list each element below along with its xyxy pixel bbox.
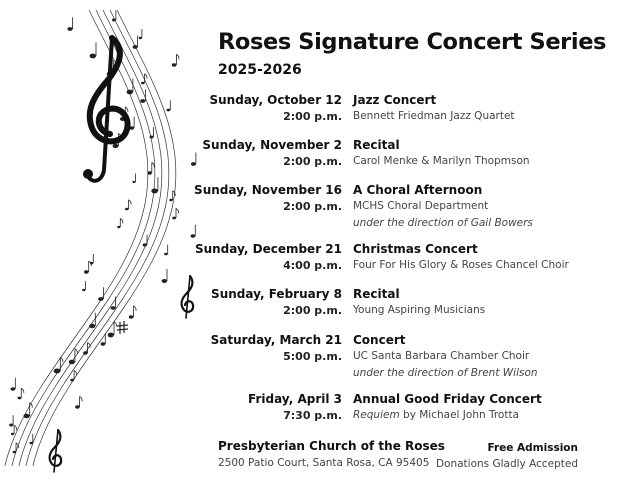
event-name: Concert bbox=[353, 333, 406, 347]
quarter-note-icon bbox=[98, 287, 103, 301]
event-date: Sunday, February 8 bbox=[211, 287, 342, 301]
quarter-note-icon bbox=[69, 349, 78, 365]
event-performer: Bennett Friedman Jazz Quartet bbox=[353, 110, 515, 122]
concert-series-title: Roses Signature Concert Series bbox=[218, 29, 607, 55]
event-date: Sunday, October 12 bbox=[209, 93, 342, 107]
event-item bbox=[150, 138, 620, 172]
sharp-icon bbox=[117, 321, 128, 334]
event-date: Sunday, December 21 bbox=[194, 242, 342, 256]
quarter-note-icon bbox=[13, 443, 19, 454]
event-item bbox=[150, 392, 620, 426]
event-performer: MCHS Choral Department bbox=[353, 200, 489, 212]
event-time: 2:00 p.m. bbox=[283, 200, 342, 213]
requiem-title: Requiem bbox=[353, 409, 400, 421]
admission-block bbox=[436, 442, 578, 470]
quarter-note-icon bbox=[127, 79, 133, 95]
event-date: Friday, April 3 bbox=[248, 392, 342, 406]
event-performer: Young Aspiring Musicians bbox=[353, 304, 486, 316]
event-performer: Four For His Glory & Roses Chancel Choir bbox=[353, 259, 569, 271]
quarter-note-icon bbox=[172, 54, 179, 66]
event-item bbox=[150, 183, 620, 234]
treble-clef-icon bbox=[50, 430, 62, 472]
event-name: Jazz Concert bbox=[353, 93, 437, 107]
event-time: 4:00 p.m. bbox=[283, 259, 342, 272]
event-director-note: under the direction of Brent Wilson bbox=[353, 367, 538, 379]
event-time: 2:00 p.m. bbox=[283, 304, 342, 317]
quarter-note-icon bbox=[143, 235, 147, 247]
donation-note: Donations Gladly Accepted bbox=[435, 458, 578, 470]
eighth-note-icon bbox=[18, 388, 24, 399]
event-date: Sunday, November 2 bbox=[202, 138, 342, 152]
eighth-note-icon bbox=[67, 17, 72, 31]
event-time: 2:00 p.m. bbox=[283, 110, 342, 123]
quarter-note-icon bbox=[70, 370, 76, 381]
event-name: Christmas Concert bbox=[353, 242, 478, 256]
composer-credit: by Michael John Trotta bbox=[399, 409, 520, 421]
event-name: Recital bbox=[353, 138, 400, 152]
venue-block bbox=[218, 439, 445, 469]
eighth-note-icon bbox=[139, 29, 142, 39]
event-name: Recital bbox=[353, 287, 400, 301]
eighth-note-icon bbox=[90, 42, 96, 58]
quarter-note-icon bbox=[117, 218, 123, 228]
event-time: 5:00 p.m. bbox=[283, 350, 342, 363]
quarter-note-icon bbox=[9, 415, 13, 426]
event-name: Annual Good Friday Concert bbox=[353, 392, 542, 406]
eighth-note-icon bbox=[75, 396, 82, 408]
event-performer: Carol Menke & Marilyn Thopmson bbox=[353, 155, 530, 167]
season-label: 2025-2026 bbox=[218, 62, 302, 78]
eighth-note-icon bbox=[89, 313, 95, 329]
event-date: Sunday, November 16 bbox=[194, 183, 342, 197]
event-item bbox=[150, 93, 620, 127]
venue-address: 2500 Patio Court, Santa Rosa, CA 95405 bbox=[218, 457, 430, 469]
event-item bbox=[150, 333, 620, 384]
event-item bbox=[150, 287, 620, 321]
event-name: A Choral Afternoon bbox=[353, 183, 483, 197]
eighth-note-icon bbox=[132, 174, 135, 184]
admission-title: Free Admission bbox=[487, 442, 578, 454]
eighth-note-icon bbox=[29, 434, 32, 444]
event-performer: UC Santa Barbara Chamber Choir bbox=[353, 350, 530, 362]
eighth-note-icon bbox=[11, 378, 16, 391]
event-performer bbox=[353, 409, 519, 421]
event-time: 7:30 p.m. bbox=[283, 409, 342, 422]
event-item bbox=[150, 242, 620, 276]
eighth-note-icon bbox=[129, 306, 136, 319]
event-date: Saturday, March 21 bbox=[210, 333, 342, 347]
eighth-note-icon bbox=[84, 261, 91, 274]
event-director-note: under the direction of Gail Bowers bbox=[353, 217, 533, 229]
quarter-note-icon bbox=[125, 200, 131, 211]
treble-clef-icon bbox=[83, 38, 128, 181]
eighth-note-icon bbox=[82, 281, 85, 291]
event-time: 2:00 p.m. bbox=[283, 155, 342, 168]
venue-name: Presbyterian Church of the Roses bbox=[218, 439, 445, 453]
